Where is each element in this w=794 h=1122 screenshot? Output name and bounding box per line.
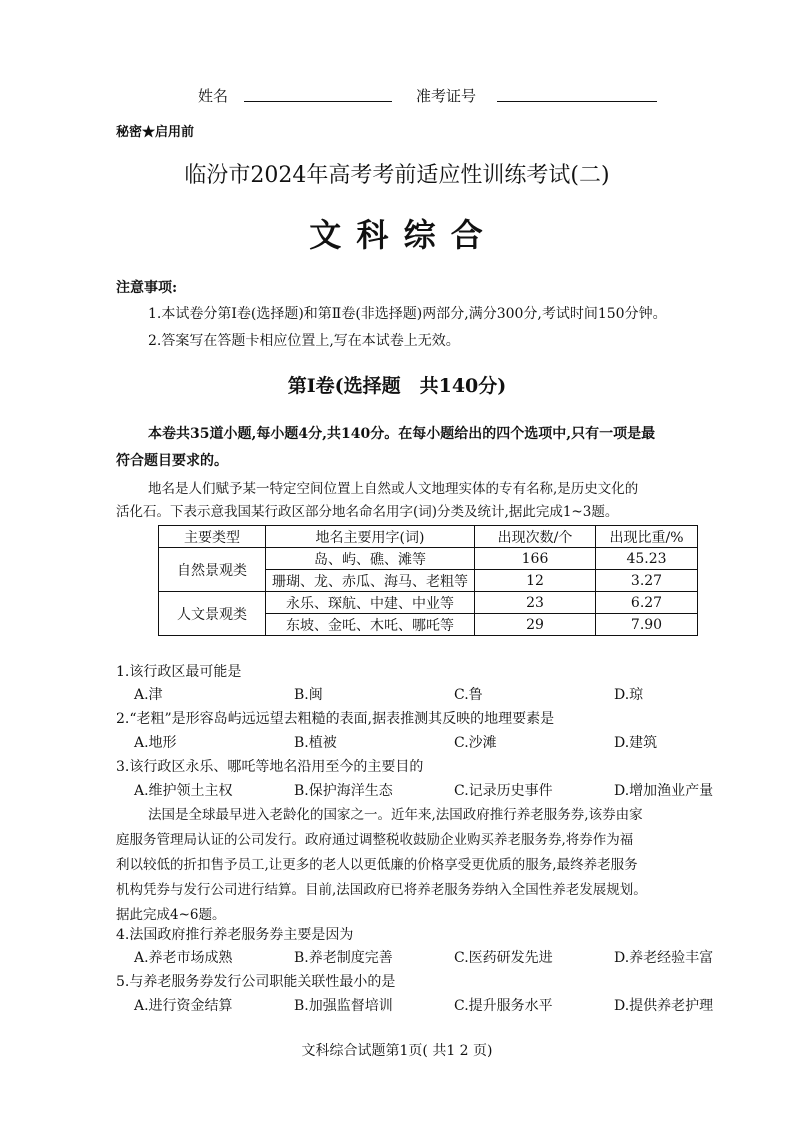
- notes-item-1: 1.本试卷分第Ⅰ卷(选择题)和第Ⅱ卷(非选择题)两部分,满分300分,考试时间150分钟。: [148, 306, 667, 322]
- option-b[interactable]: B.植被: [294, 735, 337, 751]
- table-header-cell: 地名主要用字(词): [266, 526, 475, 548]
- passage2-line1: 法国是全球最早进入老龄化的国家之一。近年来,法国政府推行养老服务券,该券由家: [148, 807, 643, 823]
- name-blank[interactable]: [244, 100, 392, 102]
- table-row: [159, 548, 698, 570]
- table-cell: 45.23: [596, 548, 698, 570]
- table-cell: 永乐、琛航、中建、中业等: [266, 592, 475, 614]
- subject-title: 文 科 综 合: [309, 216, 485, 254]
- question-2-stem: 2.“老粗”是形容岛屿远远望去粗糙的表面,据表推测其反映的地理要素是: [116, 711, 555, 727]
- table-cell: 29: [475, 614, 596, 636]
- passage2-line5: 据此完成4~6题。: [116, 907, 226, 923]
- section-intro-line1: 本卷共35道小题,每小题4分,共140分。在每小题给出的四个选项中,只有一项是最: [148, 426, 656, 442]
- option-d[interactable]: D.建筑: [614, 735, 658, 751]
- table-cell: 7.90: [596, 614, 698, 636]
- place-name-table: [158, 525, 698, 636]
- passage2-line3: 利以较低的折扣售予员工,让更多的老人以更低廉的价格享受更优质的服务,最终养老服务: [116, 857, 638, 873]
- question-5-stem: 5.与养老服务券发行公司职能关联性最小的是: [116, 974, 396, 990]
- section-title: 第Ⅰ卷(选择题 共140分): [287, 375, 507, 397]
- option-c[interactable]: C.鲁: [454, 687, 483, 703]
- option-c[interactable]: C.医药研发先进: [454, 950, 553, 966]
- question-3-stem: 3.该行政区永乐、哪吒等地名沿用至今的主要目的: [116, 759, 424, 775]
- table-header-cell: 主要类型: [159, 526, 266, 548]
- notes-item-2: 2.答案写在答题卡相应位置上,写在本试卷上无效。: [148, 333, 460, 349]
- question-3-options: [134, 780, 734, 802]
- question-2-options: [134, 732, 734, 754]
- exam-number-label: 准考证号: [416, 87, 477, 105]
- option-a[interactable]: A.地形: [134, 735, 177, 751]
- option-a[interactable]: A.养老市场成熟: [134, 950, 233, 966]
- table-type-cell: 人文景观类: [159, 592, 266, 636]
- table-header-cell: 出现次数/个: [475, 526, 596, 548]
- option-d[interactable]: D.提供养老护理: [614, 998, 714, 1014]
- question-4-options: [134, 947, 734, 969]
- option-d[interactable]: D.琼: [614, 687, 644, 703]
- passage2-line2: 庭服务管理局认证的公司发行。政府通过调整税收鼓励企业购买养老服务券,将券作为福: [116, 832, 634, 848]
- notes-heading: 注意事项:: [116, 280, 178, 296]
- table-cell: 12: [475, 570, 596, 592]
- name-label: 姓名: [198, 87, 229, 105]
- question-1-options: [134, 684, 734, 706]
- option-a[interactable]: A.维护领土主权: [134, 783, 233, 799]
- question-4-stem: 4.法国政府推行养老服务券主要是因为: [116, 927, 354, 943]
- table-cell: 东坡、金吒、木吒、哪吒等: [266, 614, 475, 636]
- table-cell: 23: [475, 592, 596, 614]
- table-header-row: [159, 526, 698, 548]
- table-cell: 珊瑚、龙、赤瓜、海马、老粗等: [266, 570, 475, 592]
- passage1-line1: 地名是人们赋予某一特定空间位置上自然或人文地理实体的专有名称,是历史文化的: [148, 481, 639, 497]
- option-b[interactable]: B.保护海洋生态: [294, 783, 393, 799]
- passage2-line4: 机构凭券与发行公司进行结算。目前,法国政府已将养老服务券纳入全国性养老发展规划。: [116, 882, 647, 898]
- section-intro-line2: 符合题目要求的。: [116, 453, 228, 469]
- option-d[interactable]: D.养老经验丰富: [614, 950, 714, 966]
- question-5-options: [134, 995, 734, 1017]
- table-cell: 6.27: [596, 592, 698, 614]
- option-b[interactable]: B.养老制度完善: [294, 950, 393, 966]
- option-a[interactable]: A.进行资金结算: [134, 998, 233, 1014]
- option-c[interactable]: C.记录历史事件: [454, 783, 553, 799]
- question-1-stem: 1.该行政区最可能是: [116, 664, 242, 680]
- option-c[interactable]: C.沙滩: [454, 735, 497, 751]
- secret-mark: 秘密★启用前: [116, 125, 195, 140]
- table-cell: 岛、屿、礁、滩等: [266, 548, 475, 570]
- exam-title: 临汾市2024年高考考前适应性训练考试(二): [184, 163, 610, 188]
- exam-number-blank[interactable]: [497, 100, 657, 102]
- option-b[interactable]: B.闽: [294, 687, 323, 703]
- table-header-cell: 出现比重/%: [596, 526, 698, 548]
- page-footer: 文科综合试题第1页( 共1 2 页): [301, 1043, 493, 1059]
- passage1-line2: 活化石。下表示意我国某行政区部分地名命名用字(词)分类及统计,据此完成1~3题。: [116, 504, 619, 520]
- option-d[interactable]: D.增加渔业产量: [614, 783, 714, 799]
- table-row: [159, 592, 698, 614]
- option-c[interactable]: C.提升服务水平: [454, 998, 553, 1014]
- table-type-cell: 自然景观类: [159, 548, 266, 592]
- option-a[interactable]: A.津: [134, 687, 163, 703]
- table-cell: 3.27: [596, 570, 698, 592]
- table-cell: 166: [475, 548, 596, 570]
- option-b[interactable]: B.加强监督培训: [294, 998, 393, 1014]
